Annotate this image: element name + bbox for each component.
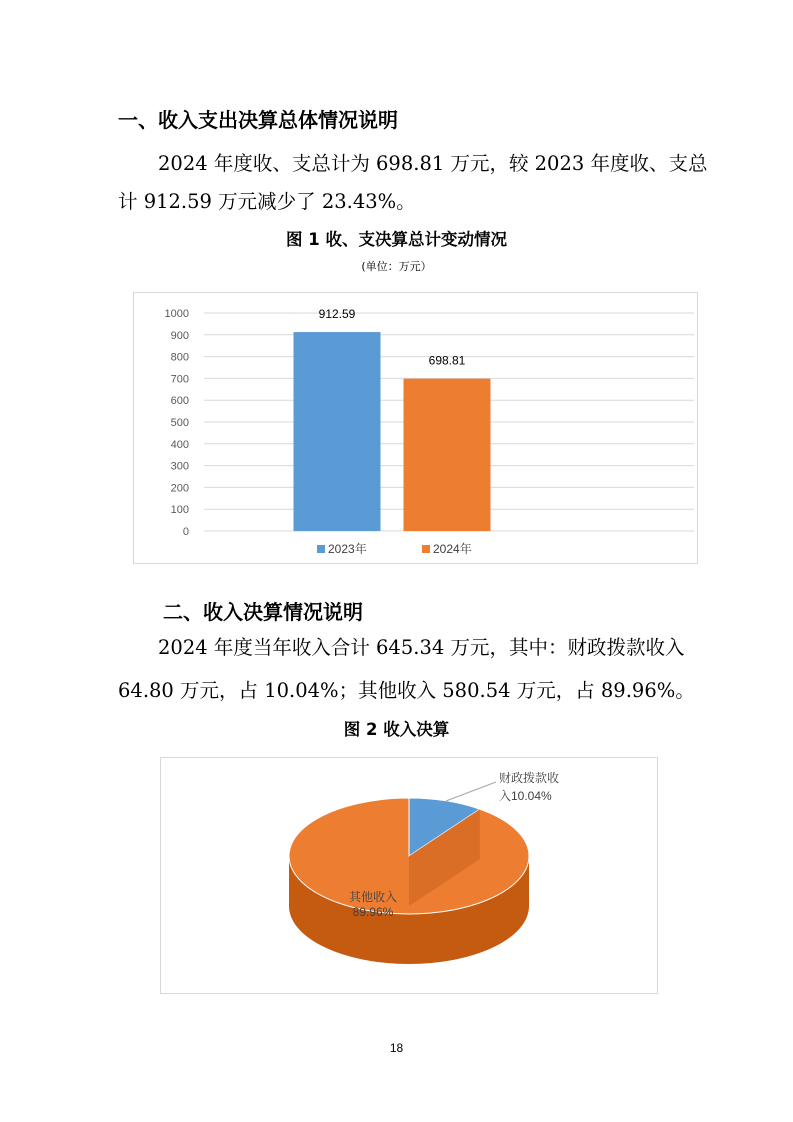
bar-chart-frame bbox=[133, 292, 698, 564]
y-tick-label: 600 bbox=[170, 395, 189, 408]
legend-swatch bbox=[422, 545, 430, 553]
figure2-title: 图 2 收入决算 bbox=[343, 720, 450, 739]
page-number: 18 bbox=[389, 1041, 404, 1055]
figure1-unit: (单位：万元） bbox=[361, 260, 432, 273]
pie-chart bbox=[161, 758, 657, 993]
bar bbox=[404, 379, 491, 531]
y-tick-label: 1000 bbox=[164, 308, 189, 320]
section1-heading: 一、收入支出决算总体情况说明 bbox=[118, 108, 398, 132]
pie-label: 财政拨款收 bbox=[499, 771, 560, 785]
legend-label: 2024年 bbox=[433, 542, 472, 556]
pie-chart-frame bbox=[160, 757, 658, 994]
data-label: 698.81 bbox=[428, 353, 466, 368]
leader-line bbox=[446, 782, 496, 801]
pie-label: 其他收入 bbox=[348, 890, 398, 904]
section2-paragraph-line2: 64.80 万元，占 10.04%；其他收入 580.54 万元，占 89.96%。 bbox=[118, 679, 695, 702]
section1-paragraph-line1: 2024 年度收、支总计为 698.81 万元，较 2023 年度收、支总 bbox=[158, 152, 708, 175]
legend-swatch bbox=[317, 545, 325, 553]
y-tick-label: 200 bbox=[170, 482, 189, 495]
data-label: 912.59 bbox=[318, 307, 356, 322]
y-tick-label: 100 bbox=[170, 504, 189, 517]
section1-paragraph-line2: 计 912.59 万元减少了 23.43%。 bbox=[118, 190, 416, 213]
y-tick-label: 700 bbox=[170, 373, 189, 386]
section2-paragraph-line1: 2024 年度当年收入合计 645.34 万元，其中：财政拨款收入 bbox=[158, 636, 685, 659]
y-tick-label: 500 bbox=[170, 417, 189, 429]
y-tick-label: 400 bbox=[170, 438, 189, 451]
y-tick-label: 800 bbox=[170, 351, 189, 364]
bar bbox=[294, 332, 381, 531]
pie-label: 89.96% bbox=[352, 905, 394, 919]
y-tick-label: 900 bbox=[170, 329, 189, 342]
legend-label: 2023年 bbox=[328, 542, 367, 556]
section2-heading: 二、收入决算情况说明 bbox=[163, 600, 363, 624]
y-tick-label: 0 bbox=[182, 526, 189, 538]
bar-chart bbox=[134, 293, 697, 563]
figure1-title: 图 1 收、支决算总计变动情况 bbox=[286, 230, 507, 249]
y-tick-label: 300 bbox=[170, 460, 189, 473]
pie-label: 入10.04% bbox=[499, 789, 552, 803]
